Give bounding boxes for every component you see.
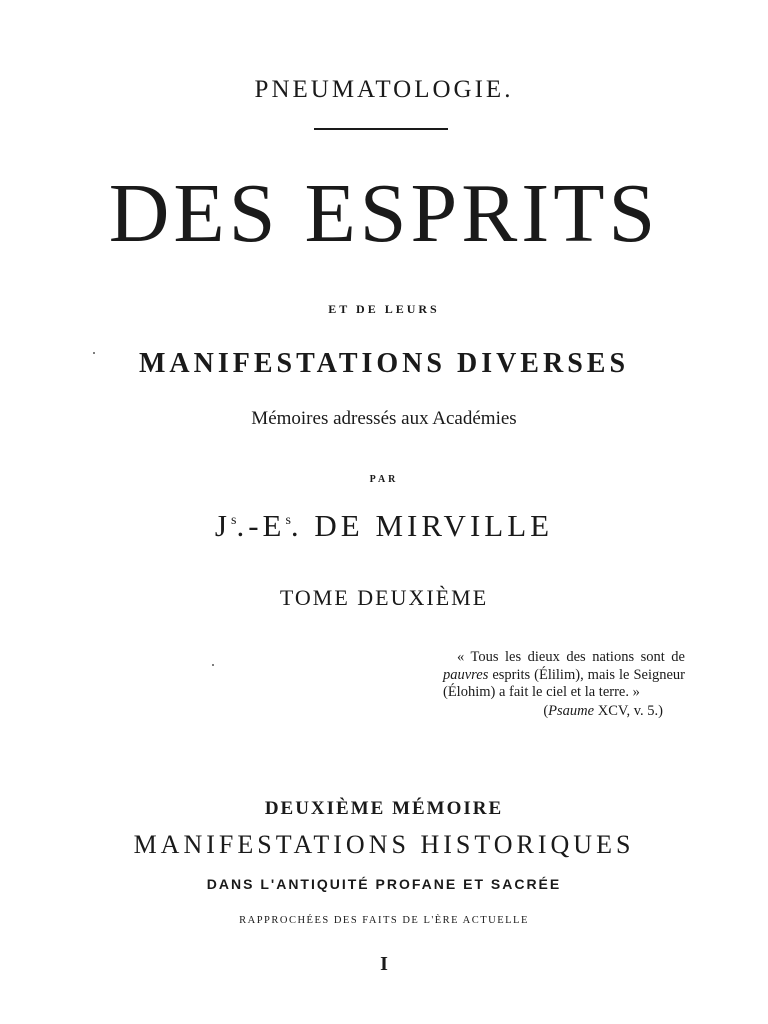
memoir-label: DEUXIÈME MÉMOIRE: [264, 798, 504, 819]
series-title: PNEUMATOLOGIE.: [254, 76, 514, 103]
epigraph-quote: [443, 649, 685, 702]
section-heading: MANIFESTATIONS HISTORIQUES: [133, 830, 635, 859]
author-sup-2: s: [285, 513, 291, 528]
subtitle: MANIFESTATIONS DIVERSES: [138, 348, 630, 379]
page-number: I: [380, 953, 388, 975]
print-speck: [212, 664, 214, 666]
author-name: [0, 508, 768, 544]
byline-par: PAR: [369, 474, 399, 485]
epigraph-reference: (Psaume XCV, v. 5.): [543, 702, 663, 719]
author-sup-1: s: [230, 513, 237, 528]
title-rule: [314, 128, 448, 130]
section-subheading: DANS L'ANTIQUITÉ PROFANE ET SACRÉE: [206, 876, 562, 892]
epigraph-ref-book: Psaume: [548, 702, 595, 719]
epigraph: [443, 649, 685, 720]
epigraph-quote-italic: pauvres: [443, 666, 489, 683]
main-title: DES ESPRITS: [108, 167, 660, 260]
print-speck: [93, 352, 95, 354]
epigraph-quote-start: « Tous les dieux des nations sont de: [457, 649, 685, 665]
volume-label: TOME DEUXIÈME: [279, 585, 489, 610]
epigraph-quote-end: esprits (Élilim), mais le Seigneur (Élohim) a fait le ciel et la terre. »: [443, 666, 685, 700]
author-surname: . DE MIRVILLE: [290, 508, 554, 543]
title-connector: ET DE LEURS: [328, 302, 440, 316]
author-initial-j: J: [214, 508, 231, 543]
author-initial-e: .-E: [236, 508, 286, 543]
epigraph-ref-verse: XCV, v. 5.: [594, 702, 659, 719]
description: Mémoires adressés aux Académies: [251, 408, 517, 429]
section-note: RAPPROCHÉES DES FAITS DE L'ÈRE ACTUELLE: [239, 915, 529, 926]
